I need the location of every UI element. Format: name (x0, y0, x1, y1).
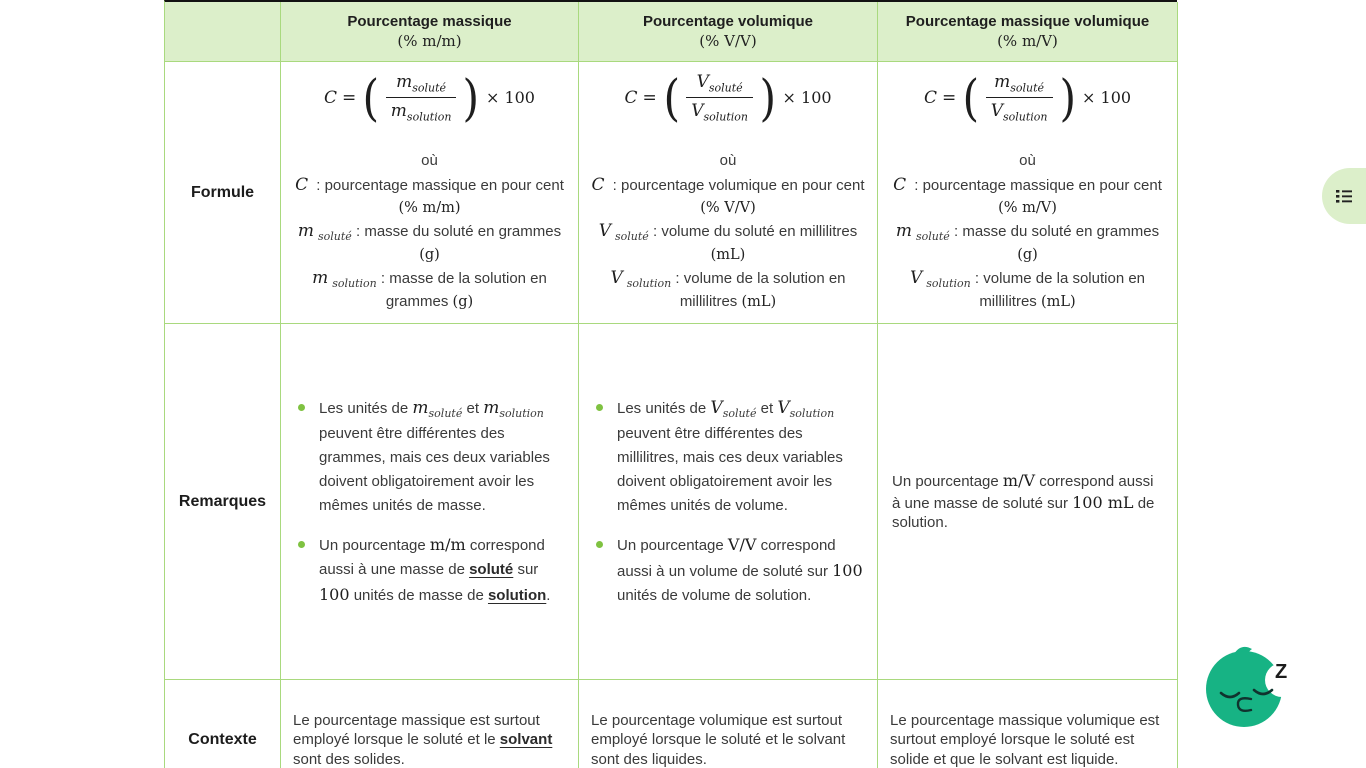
solution-link[interactable]: solution (487, 587, 547, 605)
definition: V $_{solution}$ : volume de la solution en millilitres (mL) (909, 267, 1146, 311)
bullet-icon (298, 541, 305, 548)
where-label: où (421, 151, 438, 169)
toc-tab[interactable] (1322, 168, 1366, 224)
snore-z: Z (1275, 661, 1288, 683)
list-item: Les unités de $V_{soluté}$ et $V_{solution}$ peuvent être différentes des millilitres, mais ces deux variables doivent obligatoirement avoir les mêmes unités de volume. (593, 395, 863, 519)
sleeping-face-icon (1204, 646, 1294, 732)
equals-sign: = (642, 87, 657, 108)
list-item: Les unités de $m_{soluté}$ et $m_{solution}$ peuvent être différentes des grammes, mais ces deux variables doivent obligatoirement avoir les mêmes unités de masse. (295, 395, 564, 519)
definition: C : pourcentage massique en pour cent (% m/V) (893, 174, 1162, 216)
times-100: × 100 (782, 88, 832, 108)
formule-cell-volumique (579, 62, 878, 324)
definition: C : pourcentage volumique en pour cent (% V/V) (591, 174, 865, 216)
definition: V $_{soluté}$ : volume du soluté en millilitres (mL) (598, 220, 858, 264)
formula-m-m: C = ( $\frac{m_{soluté}}{m_{solution}}$ ) × 100 (324, 68, 535, 127)
comparison-table (164, 0, 1177, 768)
solute-link[interactable]: soluté (469, 561, 514, 579)
column-unit: (% V/V) (699, 31, 757, 50)
equals-sign: = (342, 87, 357, 108)
definition: V $_{solution}$ : volume de la solution en millilitres (mL) (610, 267, 846, 311)
contexte-cell-massique-volumique: Le pourcentage massique volumique est surtout employé lorsque le soluté est solide et que le solvant est liquide. (878, 680, 1178, 768)
row-label-contexte: Contexte (165, 680, 281, 768)
remarques-cell-volumique (579, 324, 878, 680)
list-item: Un pourcentage V/V correspond aussi à un volume de soluté sur 100 unités de volume de solution. (593, 532, 863, 608)
contexte-cell-volumique: Le pourcentage volumique est surtout employé lorsque le soluté et le solvant sont des liquides. (579, 680, 878, 768)
times-100: × 100 (1082, 88, 1132, 108)
definition: m $_{solution}$ : masse de la solution en grammes (g) (312, 267, 547, 311)
mascot-avatar[interactable] (1204, 646, 1294, 732)
column-unit: (% m/m) (397, 31, 462, 50)
column-title: Pourcentage volumique (642, 13, 814, 30)
fraction: $\frac{m_{soluté}}{V_{solution}}$ (986, 72, 1053, 124)
fraction: $\frac{m_{soluté}}{m_{solution}}$ (386, 72, 457, 124)
formula-v-v: C = ( $\frac{V_{soluté}}{V_{solution}}$ ) × 100 (624, 68, 832, 127)
definition: m $_{soluté}$ : masse du soluté en grammes (g) (895, 220, 1160, 264)
where-label: où (719, 151, 737, 169)
row-label-remarques: Remarques (165, 324, 281, 680)
column-unit: (% m/V) (997, 31, 1058, 50)
bullet-icon (298, 404, 305, 411)
solvant-link[interactable]: solvant (499, 731, 553, 749)
column-title: Pourcentage massique volumique (905, 13, 1150, 30)
where-label: où (1019, 151, 1036, 169)
bullet-icon (596, 541, 603, 548)
definition: C : pourcentage massique en pour cent (% m/m) (295, 174, 564, 216)
formula-m-v: C = ( $\frac{m_{soluté}}{V_{solution}}$ ) × 100 (923, 68, 1132, 127)
formule-cell-massique-volumique (878, 62, 1178, 324)
remarques-cell-massique (281, 324, 579, 680)
formula-lhs: C (624, 87, 638, 108)
contexte-cell-massique: Le pourcentage massique est surtout employé lorsque le soluté et le solvant sont des solides. (281, 680, 579, 768)
remarques-cell-massique-volumique: Un pourcentage m/V correspond aussi à une masse de soluté sur 100 mL de solution. (878, 324, 1178, 680)
column-header-massique-volumique (878, 2, 1178, 62)
list-icon (1336, 189, 1352, 204)
formule-cell-massique (281, 62, 579, 324)
fraction: $\frac{V_{soluté}}{V_{solution}}$ (686, 72, 753, 124)
formula-lhs: C (923, 87, 937, 108)
definition: m $_{soluté}$ : masse du soluté en grammes (g) (297, 220, 562, 264)
column-header-massique (281, 2, 579, 62)
row-label-formule: Formule (165, 62, 281, 324)
corner-cell (165, 2, 281, 62)
column-header-volumique (579, 2, 878, 62)
times-100: × 100 (485, 88, 535, 108)
list-item: Un pourcentage m/m correspond aussi à une masse de soluté sur 100 unités de masse de solution. (295, 532, 564, 608)
equals-sign: = (941, 87, 957, 108)
formula-lhs: C (324, 87, 338, 108)
column-title: Pourcentage massique (347, 13, 512, 30)
bullet-icon (596, 404, 603, 411)
